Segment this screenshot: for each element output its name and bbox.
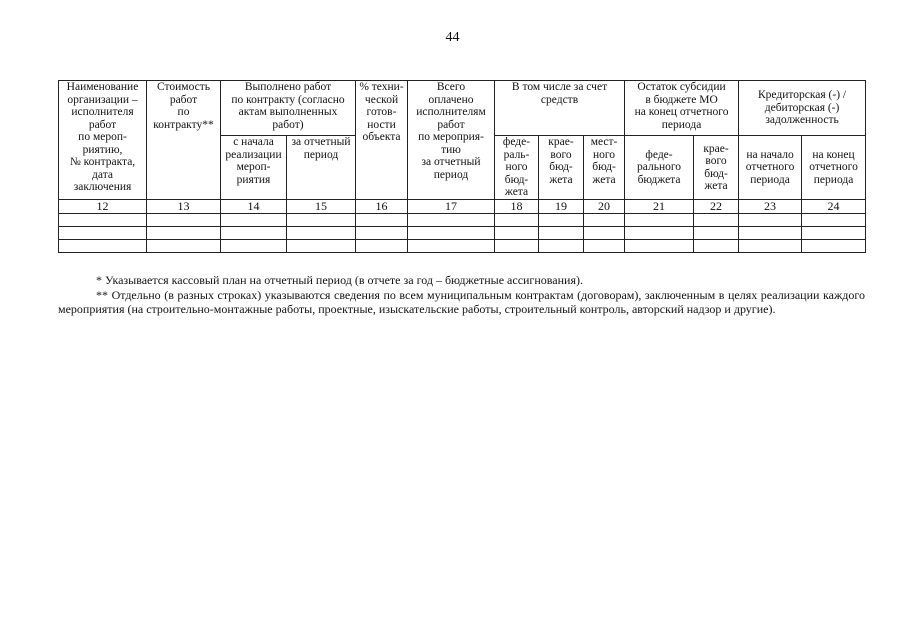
header-debt-start: на начало отчетного периода	[739, 136, 802, 200]
header-work-done: Выполнено работ по контракту (согласно актам выполненных работ)	[221, 81, 356, 136]
header-subsidy-balance: Остаток субсидии в бюджете МО на конец отчетного периода	[625, 81, 739, 136]
column-number: 20	[584, 200, 625, 214]
header-organization: Наименование организации – исполнителя работ по мероп- риятию, № контракта, дата заключения	[59, 81, 147, 200]
report-table	[58, 80, 866, 253]
page-number: 44	[445, 30, 460, 45]
header-technical-readiness: % техни- ческой готов- ности объекта	[356, 81, 408, 200]
empty-data-row	[59, 213, 866, 226]
column-number: 16	[356, 200, 408, 214]
header-debt: Кредиторская (-) / дебиторская (-) задолженность	[739, 81, 866, 136]
header-incl-regional: крае- вого бюд- жета	[539, 136, 584, 200]
header-done-since-start: с начала реализации мероп- риятия	[221, 136, 287, 200]
column-number: 18	[495, 200, 539, 214]
header-contract-cost: Стоимость работ по контракту**	[147, 81, 221, 200]
column-number: 22	[694, 200, 739, 214]
header-debt-end: на конец отчетного периода	[802, 136, 866, 200]
header-rest-regional: крае- вого бюд- жета	[694, 136, 739, 200]
column-number: 17	[408, 200, 495, 214]
column-number-row	[59, 200, 866, 214]
header-rest-federal: феде- рального бюджета	[625, 136, 694, 200]
footnotes	[58, 273, 865, 317]
empty-data-row	[59, 239, 866, 252]
header-incl-federal: феде- раль- ного бюд- жета	[495, 136, 539, 200]
header-done-period: за отчетный период	[287, 136, 356, 200]
header-total-paid: Всего оплачено исполнителям работ по мероприя- тию за отчетный период	[408, 81, 495, 200]
column-number: 14	[221, 200, 287, 214]
column-number: 19	[539, 200, 584, 214]
column-number: 13	[147, 200, 221, 214]
footnote-2: ** Отдельно (в разных строках) указываются сведения по всем муниципальным контрактам (договорам), заключенным в целях реализации каждого мероприятия (на строительно-монтажные работы, проектные, изыскательские работы, строительный контроль, авторский надзор и другие).	[58, 287, 865, 316]
column-number: 12	[59, 200, 147, 214]
column-number: 21	[625, 200, 694, 214]
column-number: 23	[739, 200, 802, 214]
header-including-funds: В том числе за счет средств	[495, 81, 625, 136]
column-number: 24	[802, 200, 866, 214]
footnote-1: * Указывается кассовый план на отчетный период (в отчете за год – бюджетные ассигнования).	[96, 273, 583, 287]
header-incl-local: мест- ного бюд- жета	[584, 136, 625, 200]
empty-data-row	[59, 226, 866, 239]
column-number: 15	[287, 200, 356, 214]
